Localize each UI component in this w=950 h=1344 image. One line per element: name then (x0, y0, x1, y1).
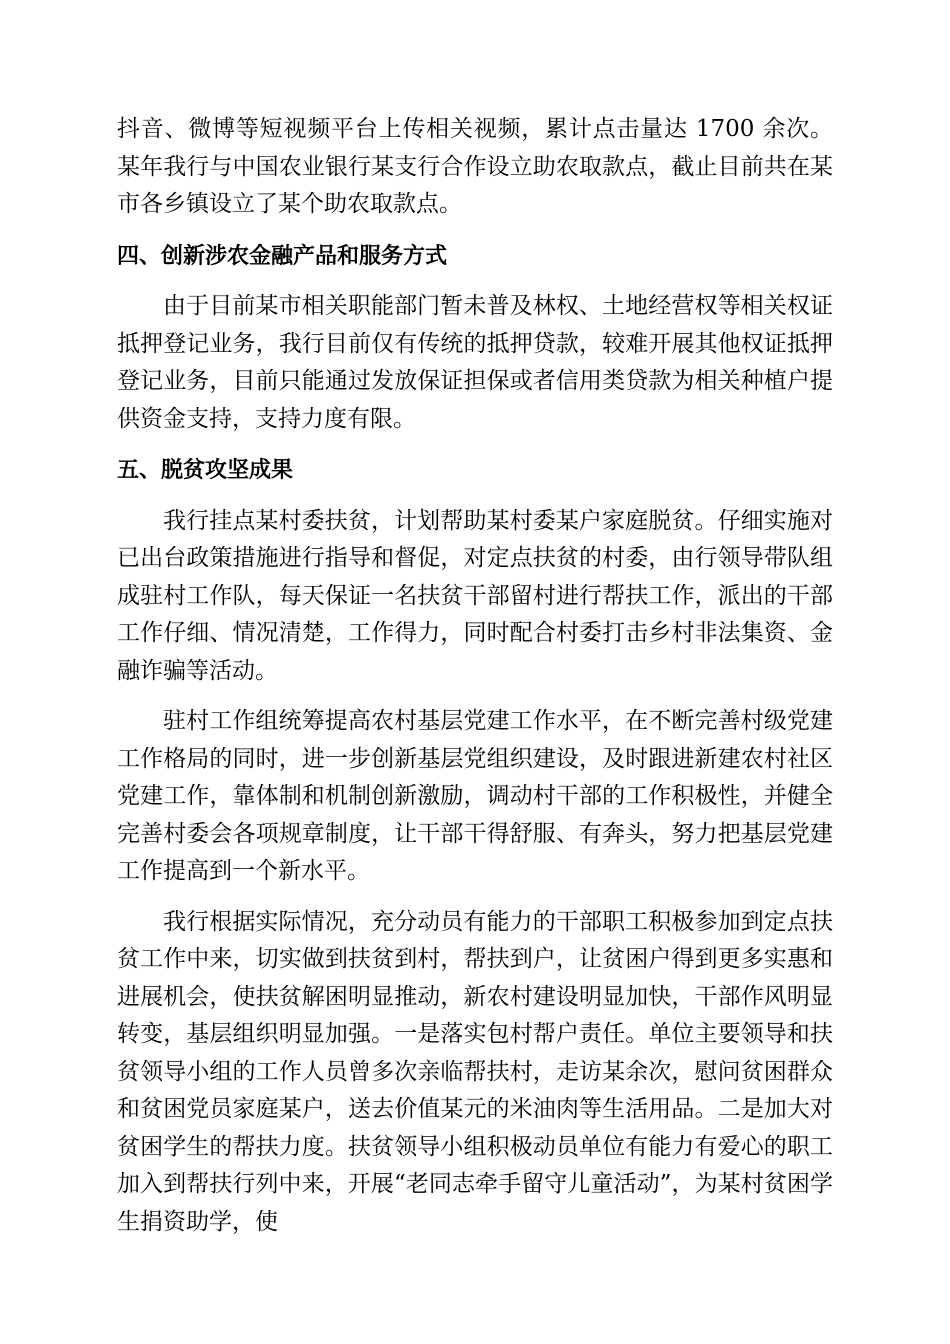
section-5-paragraph-2: 驻村工作组统筹提高农村基层党建工作水平，在不断完善村级党建工作格局的同时，进一步创新基层党组织建设，及时跟进新建农村社区党建工作，靠体制和机制创新激励，调动村干部的工作积极性，并健全完善村委会各项规章制度，让干部干得舒服、有奔头，努力把基层党建工作提高到一个新水平。 (117, 708, 833, 884)
document-page (117, 111, 833, 1241)
section-5-heading: 五、脱贫攻坚成果 (117, 458, 294, 483)
section-5-paragraph-1: 我行挂点某村委扶贫，计划帮助某村委某户家庭脱贫。仔细实施对已出台政策措施进行指导和督促，对定点扶贫的村委，由行领导带队组成驻村工作队，每天保证一名扶贫干部留村进行帮扶工作，派出的干部工作仔细、情况清楚，工作得力，同时配合村委打击乡村非法集资、金融诈骗等活动。 (117, 507, 833, 684)
section-4-paragraph: 由于目前某市相关职能部门暂未普及林权、土地经营权等相关权证抵押登记业务，我行目前仅有传统的抵押贷款，较难开展其他权证抵押登记业务，目前只能通过发放保证担保或者信用类贷款为相关种植户提供资金支持，支持力度有限。 (117, 293, 833, 432)
section-5-paragraph-3: 我行根据实际情况，充分动员有能力的干部职工积极参加到定点扶贫工作中来，切实做到扶贫到村，帮扶到户，让贫困户得到更多实惠和进展机会，使扶贫解困明显推动，新农村建设明显加快，干部作风明显转变，基层组织明显加强。一是落实包村帮户责任。单位主要领导和扶贫领导小组的工作人员曾多次亲临帮扶村，走访某余次，慰问贫困群众和贫困党员家庭某户，送去价值某元的米油肉等生活用品。二是加大对贫困学生的帮扶力度。扶贫领导小组积极动员单位有能力有爱心的职工加入到帮扶行列中来，开展“老同志牵手留守儿童活动”，为某村贫困学生捐资助学，使 (117, 908, 833, 1235)
continuation-paragraph: 抖音、微博等短视频平台上传相关视频，累计点击量达 1700 余次。某年我行与中国农业银行某支行合作设立助农取款点，截止目前共在某市各乡镇设立了某个助农取款点。 (117, 116, 833, 217)
section-4-heading: 四、创新涉农金融产品和服务方式 (117, 243, 448, 269)
